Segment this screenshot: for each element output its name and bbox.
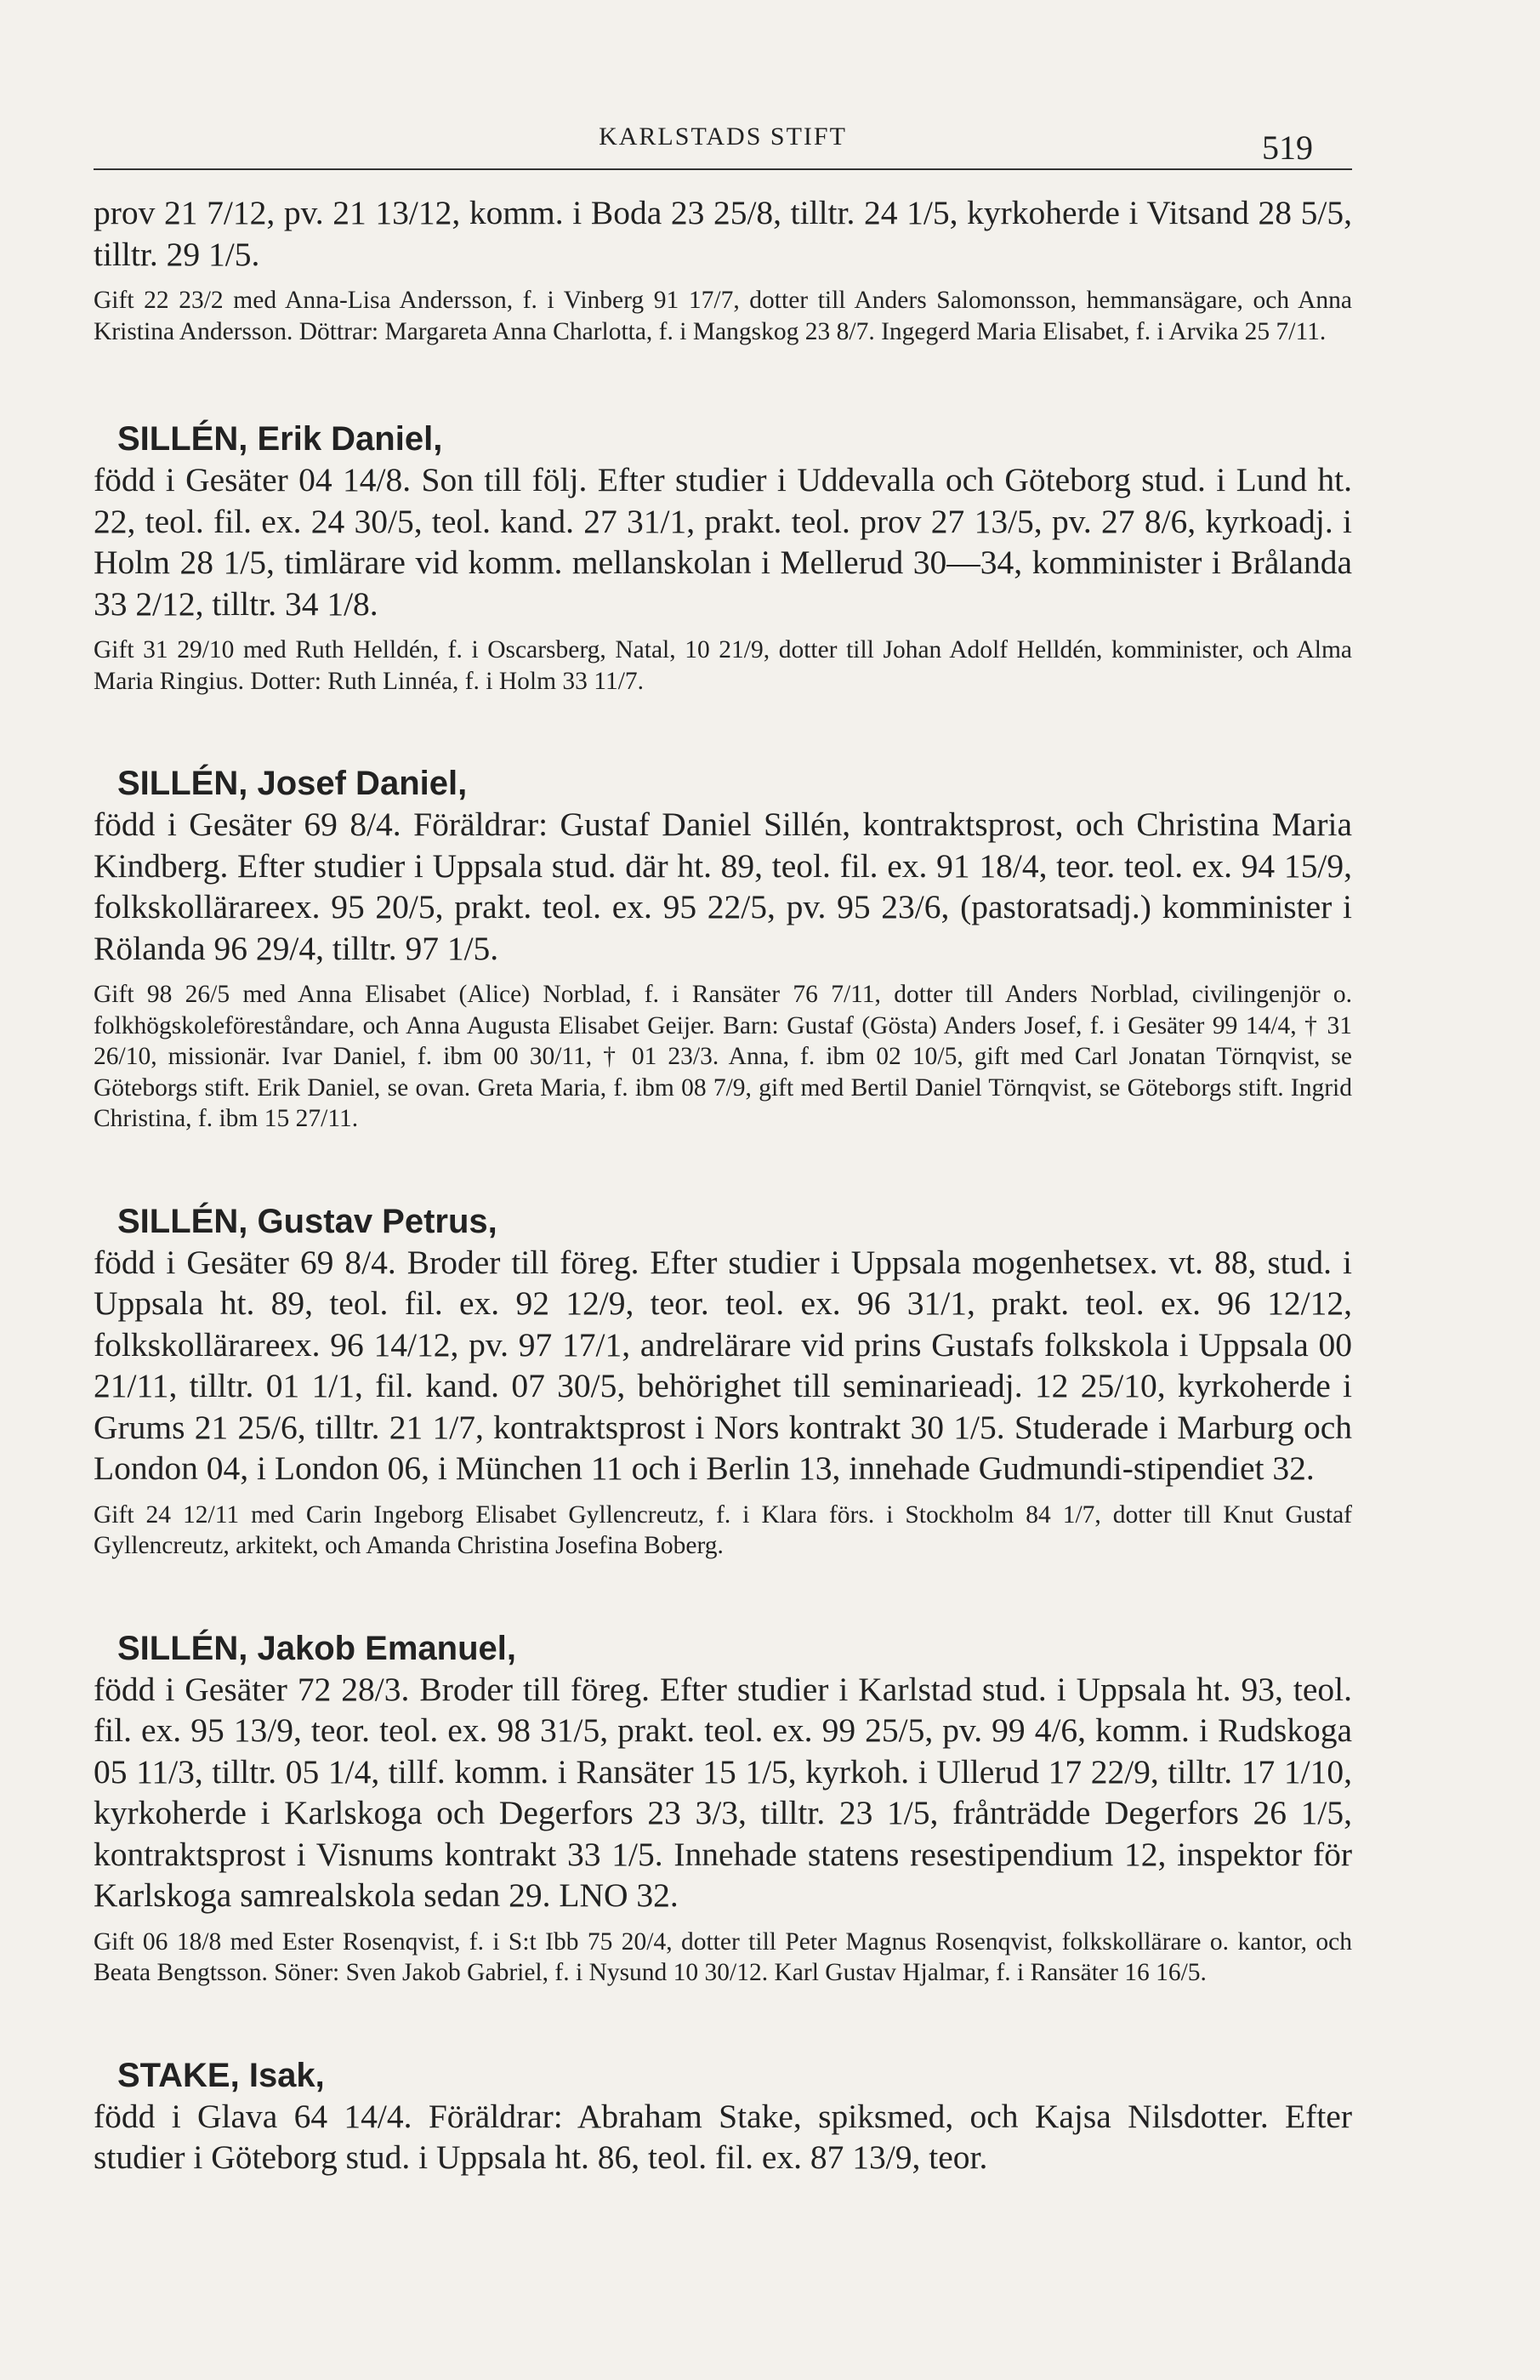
page-content [94,192,1352,2178]
entry-stake-isak [94,2055,1352,2178]
entry-name: SILLÉN, Jakob Emanuel, [117,1629,517,1667]
entry-name: SILLÉN, Gustav Petrus, [117,1202,497,1240]
family-note: Gift 24 12/11 med Carin Ingeborg Elisabet Gyllencreutz, f. i Klara förs. i Stockholm 84 1/7, dotter till Knut Gustaf Gyllencreutz, arkitekt, och Amanda Christina Josefina Boberg. [94,1500,1352,1559]
family-note: Gift 22 23/2 med Anna-Lisa Andersson, f. i Vinberg 91 17/7, dotter till Anders Salomonsson, hemmansägare, och Anna Kristina Andersson. Döttrar: Margareta Anna Charlotta, f. i Mangskog 23 8/7. Ingegerd Maria Elisabet, f. i Arvika 25 7/11. [94,287,1352,345]
continued-entry [94,192,1352,347]
entry-name: STAKE, Isak, [117,2056,325,2094]
family-note: Gift 31 29/10 med Ruth Helldén, f. i Oscarsberg, Natal, 10 21/9, dotter till Johan Adolf Helldén, komminister, och Alma Maria Ringius. Dotter: Ruth Linnéa, f. i Holm 33 11/7. [94,636,1352,695]
running-header [94,117,1352,170]
entry-text: född i Gesäter 04 14/8. Son till följ. Efter studier i Uddevalla och Göteborg stud. i Lund ht. 22, teol. fil. ex. 24 30/5, teol. kand. 27 31/1, prakt. teol. prov 27 13/5, pv. 27 8/6, kyrkoadj. i Holm 28 1/5, timlärare vid komm. mellanskolan i Mellerud 30—34, komminister i Brålanda 33 2/12, tilltr. 34 1/8. [94,461,1352,623]
entry-name: SILLÉN, Erik Daniel, [117,420,443,458]
entry-text: född i Gesäter 69 8/4. Föräldrar: Gustaf Daniel Sillén, kontraktsprost, och Christina Maria Kindberg. Efter studier i Uppsala stud. där ht. 89, teol. fil. ex. 91 18/4, teor. teol. ex. 94 15/9, folkskollärareex. 95 20/5, prakt. teol. ex. 95 22/5, pv. 95 23/6, (pastoratsadj.) komminister i Rölanda 96 29/4, tilltr. 97 1/5. [94,806,1352,967]
entry-name: SILLÉN, Josef Daniel, [117,765,468,802]
page-number: 519 [1262,128,1313,167]
entry-sillen-gustav [94,1201,1352,1562]
entry-sillen-josef [94,763,1352,1135]
entry-text: född i Gesäter 69 8/4. Broder till föreg. Efter studier i Uppsala mogenhetsex. vt. 88, stud. i Uppsala ht. 89, teol. fil. ex. 92 12/9, teor. teol. ex. 96 31/1, prakt. teol. ex. 96 12/12, folkskollärareex. 96 14/12, pv. 97 17/1, andrelärare vid prins Gustafs folkskola i Uppsala 00 21/11, tilltr. 01 1/1, fil. kand. 07 30/5, behörighet till seminarieadj. 12 25/10, kyrkoherde i Grums 21 25/6, tilltr. 21 1/7, kontraktsprost i Nors kontrakt 30 1/5. Studerade i Marburg och London 04, i London 06, i München 11 och i Berlin 13, innehade Gudmundi-stipendiet 32. [94,1243,1352,1487]
running-title: KARLSTADS STIFT [599,122,847,151]
family-note: Gift 06 18/8 med Ester Rosenqvist, f. i S:t Ibb 75 20/4, dotter till Peter Magnus Rosenqvist, folkskollärare o. kantor, och Beata Bengtsson. Söner: Sven Jakob Gabriel, f. i Nysund 10 30/12. Karl Gustav Hjalmar, f. i Ransäter 16 16/5. [94,1927,1352,1986]
entry-text: född i Gesäter 72 28/3. Broder till föreg. Efter studier i Karlstad stud. i Uppsala ht. 93, teol. fil. ex. 95 13/9, teor. teol. ex. 98 31/5, prakt. teol. ex. 99 25/5, pv. 99 4/6, komm. i Rudskoga 05 11/3, tilltr. 05 1/4, tillf. komm. i Ransäter 15 1/5, kyrkoh. i Ullerud 17 22/9, tilltr. 17 1/10, kyrkoherde i Karlskoga och Degerfors 23 3/3, tilltr. 23 1/5, frånträdde Degerfors 26 1/5, kontraktsprost i Visnums kontrakt 33 1/5. Innehade statens resestipendium 12, inspektor för Karlskoga samrealskola sedan 29. LNO 32. [94,1670,1352,1914]
entry-text: född i Glava 64 14/4. Föräldrar: Abraham Stake, spiksmed, och Kajsa Nilsdotter. Efter studier i Göteborg stud. i Uppsala ht. 86, teol. fil. ex. 87 13/9, teor. [94,2097,1352,2176]
entry-sillen-jakob [94,1628,1352,1989]
family-note: Gift 98 26/5 med Anna Elisabet (Alice) Norblad, f. i Ransäter 76 7/11, dotter till Anders Norblad, civilingenjör o. folkhögskoleföreståndare, och Anna Augusta Elisabet Geijer. Barn: Gustaf (Gösta) Anders Josef, f. i Gesäter 99 14/4, † 31 26/10, missionär. Ivar Daniel, f. ibm 00 30/11, † 01 23/3. Anna, f. ibm 02 10/5, gift med Carl Jonatan Törnqvist, se Göteborgs stift. Erik Daniel, se ovan. Greta Maria, f. ibm 08 7/9, gift med Bertil Daniel Törnqvist, se Göteborgs stift. Ingrid Christina, f. ibm 15 27/11. [94,981,1352,1132]
entry-sillen-erik [94,418,1352,697]
entry-text: prov 21 7/12, pv. 21 13/12, komm. i Boda 23 25/8, tilltr. 24 1/5, kyrkoherde i Vitsand 28 5/5, tilltr. 29 1/5. [94,194,1352,273]
